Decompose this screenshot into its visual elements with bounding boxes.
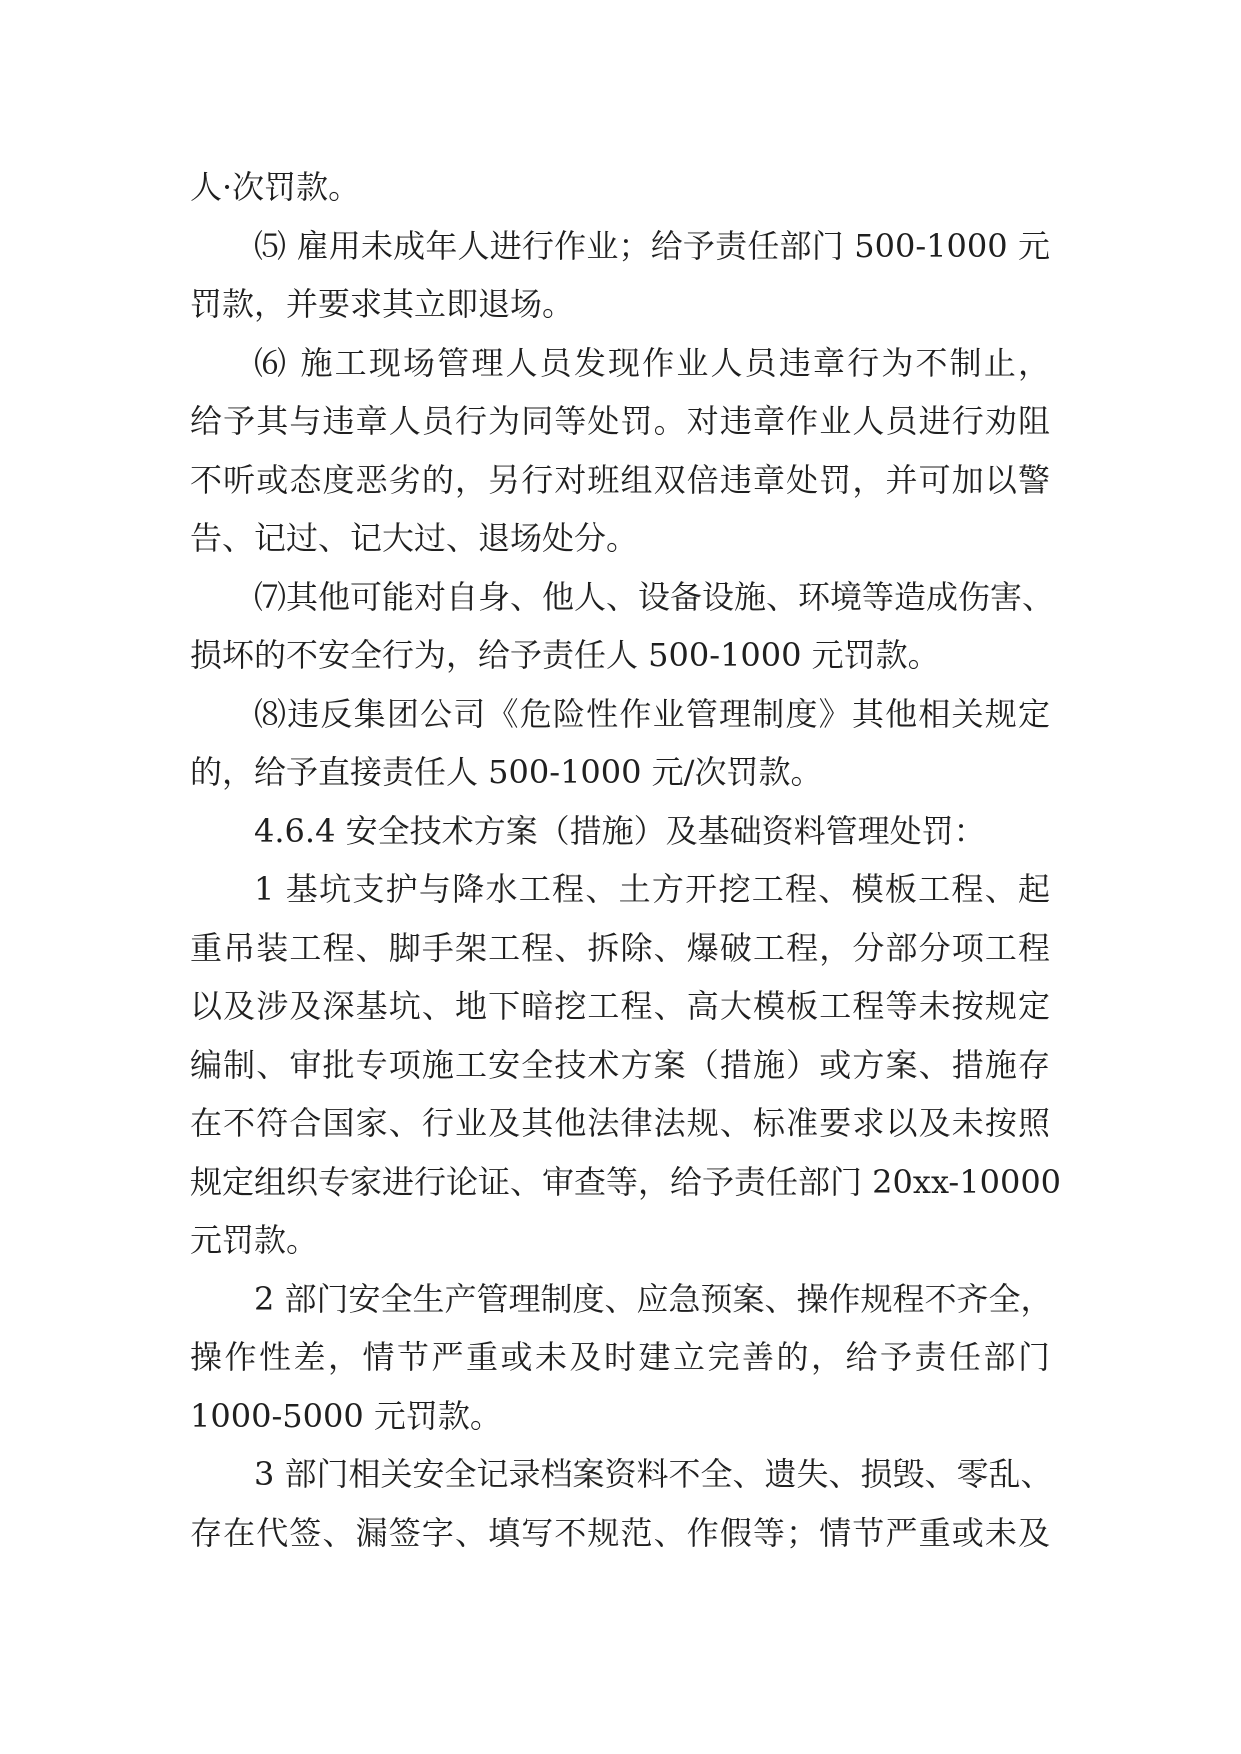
text-line: ⑸ 雇用未成年人进行作业；给予责任部门 500-1000 元 [254, 226, 1050, 265]
text-line: 2 部门安全生产管理制度、应急预案、操作规程不齐全， [254, 1279, 1053, 1318]
document-body [190, 158, 1062, 1562]
text-line: 给予其与违章人员行为同等处罚。对违章作业人员进行劝阻 [190, 402, 1050, 440]
text-line: 的，给予直接责任人 500-1000 元/次罚款。 [190, 753, 823, 791]
text-line: 在不符合国家、行业及其他法律法规、标准要求以及未按照 [190, 1104, 1050, 1142]
text-line: 损坏的不安全行为，给予责任人 500-1000 元罚款。 [190, 636, 940, 674]
text-line: 告、记过、记大过、退场处分。 [190, 519, 639, 557]
text-line: 存在代签、漏签字、填写不规范、作假等；情节严重或未及 [190, 1513, 1050, 1552]
text-line: ⑻违反集团公司《危险性作业管理制度》其他相关规定 [254, 694, 1050, 733]
text-line: 操作性差，情节严重或未及时建立完善的，给予责任部门 [190, 1338, 1050, 1376]
text-line: 3 部门相关安全记录档案资料不全、遗失、损毁、零乱、 [254, 1455, 1053, 1493]
text-line: 重吊装工程、脚手架工程、拆除、爆破工程，分部分项工程 [190, 928, 1050, 967]
text-line: 罚款，并要求其立即退场。 [190, 285, 575, 323]
text-line: ⑹ 施工现场管理人员发现作业人员违章行为不制止， [254, 343, 1050, 382]
text-line: 规定组织专家进行论证、审查等，给予责任部门 20xx-10000 [190, 1162, 1062, 1201]
text-line: 元罚款。 [190, 1221, 319, 1259]
text-line: ⑺其他可能对自身、他人、设备设施、环境等造成伤害、 [254, 577, 1055, 616]
text-line: 1000-5000 元罚款。 [190, 1396, 502, 1435]
text-line: 不听或态度恶劣的，另行对班组双倍违章处罚，并可加以警 [190, 460, 1050, 499]
text-line: 以及涉及深基坑、地下暗挖工程、高大模板工程等未按规定 [190, 987, 1050, 1025]
section-heading: 4.6.4 安全技术方案（措施）及基础资料管理处罚： [254, 811, 986, 850]
text-line: 1 基坑支护与降水工程、土方开挖工程、模板工程、起 [254, 870, 1050, 908]
text-line: 编制、审批专项施工安全技术方案（措施）或方案、措施存 [190, 1045, 1050, 1084]
text-line: 人·次罚款。 [190, 168, 361, 206]
